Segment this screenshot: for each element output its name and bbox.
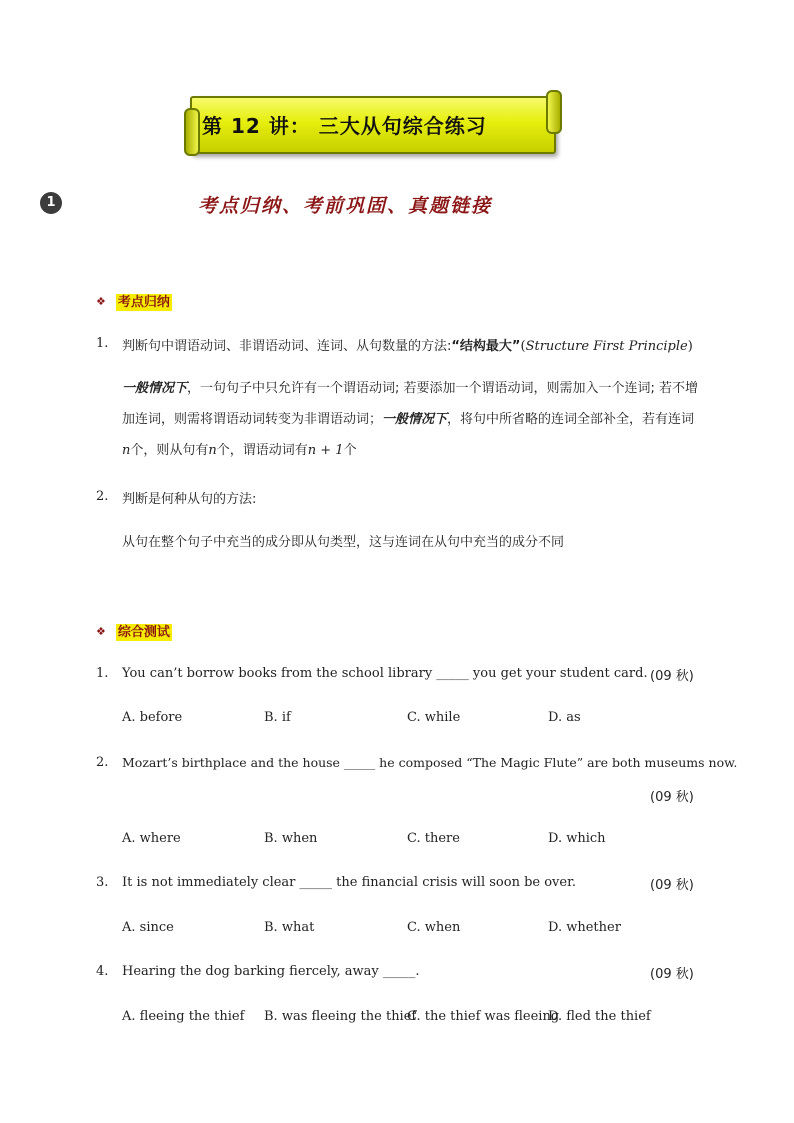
option-d: D. whether — [548, 920, 621, 935]
option-c: C. when — [407, 920, 461, 935]
question-number: 1. — [96, 666, 109, 681]
question-number: 4. — [96, 964, 109, 979]
diamond-bullet-icon: ❖ — [96, 295, 106, 308]
question-stem: It is not immediately clear _____ the financial crisis will soon be over. — [122, 875, 577, 890]
question-number: 3. — [96, 875, 109, 890]
question-source: (09 秋) — [650, 967, 694, 982]
question-stem: You can’t borrow books from the school library _____ you get your student card. — [122, 666, 648, 681]
explanation-paragraph: 一般情况下，一句句子中只允许有一个谓语动词; 若要添加一个谓语动词，则需加入一个连词; 若不增加连词，则需将谓语动词转变为非谓语动词；一般情况下，将句中所省略的连词全部补全，若有连词n个，则从句有n个，谓语动词有n + 1个 — [122, 381, 699, 458]
section-number-badge: 1 — [40, 192, 62, 214]
question-number: 2. — [96, 755, 109, 770]
page-subtitle: 考点归纳、考前巩固、真题链接 — [198, 195, 493, 217]
option-d: D. as — [548, 710, 581, 725]
option-b: B. when — [264, 831, 318, 846]
title-banner — [190, 96, 556, 154]
question-stem: Hearing the dog barking fiercely, away _____. — [122, 964, 420, 979]
question-source: (09 秋) — [650, 878, 694, 893]
option-b: B. what — [264, 920, 315, 935]
option-a: A. before — [122, 710, 183, 725]
diamond-bullet-icon: ❖ — [96, 625, 106, 638]
option-c: C. the thief was fleeing — [407, 1009, 560, 1024]
item-number: 2. — [96, 489, 109, 504]
option-a: A. where — [122, 831, 181, 846]
option-a: A. since — [122, 920, 174, 935]
banner-scroll-left — [184, 108, 200, 156]
option-b: B. was fleeing the thief — [264, 1009, 417, 1024]
page-title: 第 12 讲： 三大从句综合练习 — [202, 114, 487, 138]
question-source: (09 秋) — [650, 790, 694, 805]
section-heading-label: 综合测试 — [117, 625, 170, 640]
item-number: 1. — [96, 336, 109, 351]
item-1-text: 判断句中谓语动词、非谓语动词、连词、从句数量的方法:“结构最大”(Structure First Principle) — [122, 339, 693, 354]
question-source: (09 秋) — [650, 669, 694, 684]
option-a: A. fleeing the thief — [122, 1009, 245, 1024]
banner-scroll-right — [546, 90, 562, 134]
option-d: D. which — [548, 831, 606, 846]
section-heading-label: 考点归纳 — [117, 295, 170, 310]
option-b: B. if — [264, 710, 291, 725]
item-2-detail: 从句在整个句子中充当的成分即从句类型，这与连词在从句中充当的成分不同 — [122, 535, 565, 550]
option-c: C. while — [407, 710, 461, 725]
section-heading-summary — [96, 291, 172, 310]
option-d: D. fled the thief — [548, 1009, 651, 1024]
item-2-text: 判断是何种从句的方法: — [122, 492, 257, 507]
section-heading-test — [96, 621, 172, 640]
question-stem: Mozart’s birthplace and the house _____ he composed “The Magic Flute” are both museums now. — [122, 755, 738, 770]
option-c: C. there — [407, 831, 460, 846]
